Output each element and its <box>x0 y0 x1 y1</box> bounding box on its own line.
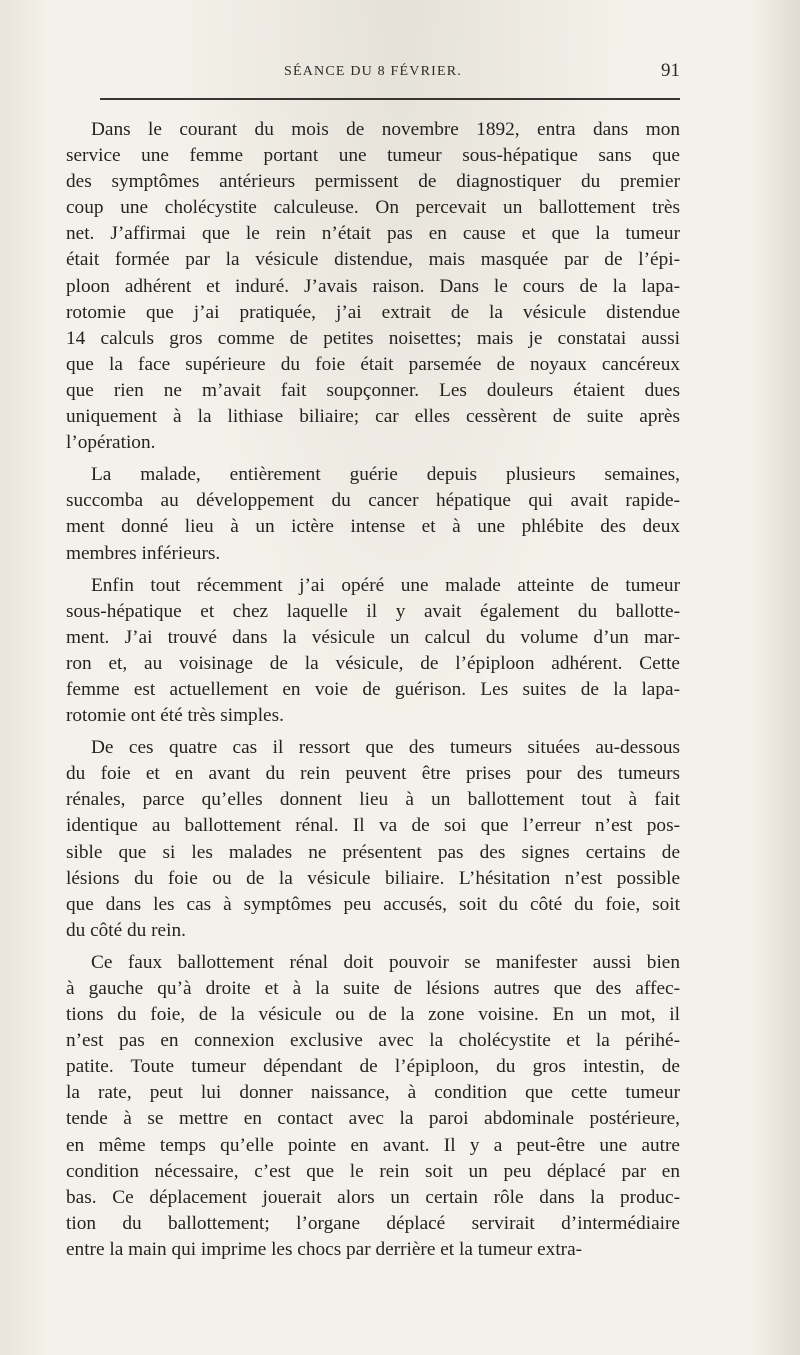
paragraph <box>66 573 680 730</box>
text-line: ment. J’ai trouvé dans la vésicule un calcul du volume d’un mar- <box>66 626 680 648</box>
text-line: en même temps qu’elle pointe en avant. Il y a peut-être une autre <box>66 1134 680 1156</box>
text-line: n’est pas en connexion exclusive avec la cholécystite et la périhé- <box>66 1030 680 1052</box>
text-line: ron et, au voisinage de la vésicule, de l’épiploon adhérent. Cette <box>66 652 680 674</box>
header-rule <box>100 98 680 100</box>
text-line: tende à se mettre en contact avec la paroi abdominale postérieure, <box>66 1108 680 1130</box>
text-line: la rate, peut lui donner naissance, à condition que cette tumeur <box>66 1082 680 1104</box>
text-line: que la face supérieure du foie était parsemée de noyaux cancéreux <box>66 353 680 375</box>
text-line: que rien ne m’avait fait soupçonner. Les douleurs étaient dues <box>66 379 680 401</box>
text-line: des symptômes antérieurs permissent de diagnostiquer du premier <box>66 171 680 193</box>
text-line: était formée par la vésicule distendue, mais masquée par de l’épi- <box>66 249 680 271</box>
text-line: à gauche qu’à droite et à la suite de lésions autres que des affec- <box>66 978 680 999</box>
text-line: rénales, parce qu’elles donnent lieu à un ballottement tout à fait <box>66 789 680 811</box>
text-line: l’opération. <box>66 432 156 454</box>
text-line: du foie et en avant du rein peuvent être prises pour des tumeurs <box>66 763 680 785</box>
paragraph <box>66 117 680 456</box>
text-line: tion du ballottement; l’organe déplacé servirait d’intermédiaire <box>66 1212 680 1234</box>
text-line: lésions du foie ou de la vésicule biliaire. L’hésitation n’est possible <box>66 867 680 889</box>
text-line: ment donné lieu à un ictère intense et à une phlébite des deux <box>66 516 680 538</box>
text-line: Dans le courant du mois de novembre 1892, entra dans mon <box>91 119 680 140</box>
paragraph <box>66 950 680 1263</box>
text-line: De ces quatre cas il ressort que des tumeurs situées au-dessous <box>91 737 680 759</box>
paragraph <box>66 735 680 944</box>
text-line: du côté du rein. <box>66 919 186 941</box>
text-line: patite. Toute tumeur dépendant de l’épiploon, du gros intestin, de <box>66 1056 680 1078</box>
text-line: 14 calculs gros comme de petites noisettes; mais je constatai aussi <box>66 327 680 349</box>
paragraph <box>66 462 680 566</box>
text-line: bas. Ce déplacement jouerait alors un certain rôle dans la produc- <box>66 1186 680 1208</box>
text-line: femme est actuellement en voie de guérison. Les suites de la lapa- <box>66 678 680 700</box>
text-line: membres inférieurs. <box>66 542 221 564</box>
running-head <box>66 60 680 90</box>
running-title: SÉANCE DU 8 FÉVRIER. <box>283 64 462 79</box>
text-line: service une femme portant une tumeur sous-hépatique sans que <box>66 145 680 167</box>
text-line: rotomie que j’ai pratiquée, j’ai extrait de la vésicule distendue <box>66 301 680 323</box>
text-line: sible que si les malades ne présentent pas des signes certains de <box>66 841 680 863</box>
text-line: que dans les cas à symptômes peu accusés, soit du côté du foie, soit <box>66 893 680 915</box>
text-line: coup une cholécystite calculeuse. On percevait un ballottement très <box>66 197 680 219</box>
text-line: uniquement à la lithiase biliaire; car elles cessèrent de suite après <box>66 406 680 428</box>
body-text <box>66 117 680 1263</box>
text-line: identique au ballottement rénal. Il va de soi que l’erreur n’est pos- <box>66 815 680 837</box>
text-line: La malade, entièrement guérie depuis plusieurs semaines, <box>91 464 680 486</box>
text-line: Enfin tout récemment j’ai opéré une malade atteinte de tumeur <box>91 574 680 596</box>
text-line: sous-hépatique et chez laquelle il y avait également du ballotte- <box>66 600 680 622</box>
text-line: rotomie ont été très simples. <box>66 705 284 727</box>
page-number: 91 <box>661 60 680 81</box>
text-line: succomba au développement du cancer hépatique qui avait rapide- <box>66 490 680 512</box>
text-line: ploon adhérent et induré. J’avais raison. Dans le cours de la lapa- <box>66 275 680 297</box>
text-line: net. J’affirmai que le rein n’était pas en cause et que la tumeur <box>66 223 680 245</box>
text-line: condition nécessaire, c’est que le rein soit un peu déplacé par en <box>66 1160 680 1182</box>
text-line: tions du foie, de la vésicule ou de la zone voisine. En un mot, il <box>66 1004 680 1026</box>
text-line: entre la main qui imprime les chocs par derrière et la tumeur extra- <box>66 1238 583 1260</box>
text-line: Ce faux ballottement rénal doit pouvoir se manifester aussi bien <box>91 951 680 973</box>
